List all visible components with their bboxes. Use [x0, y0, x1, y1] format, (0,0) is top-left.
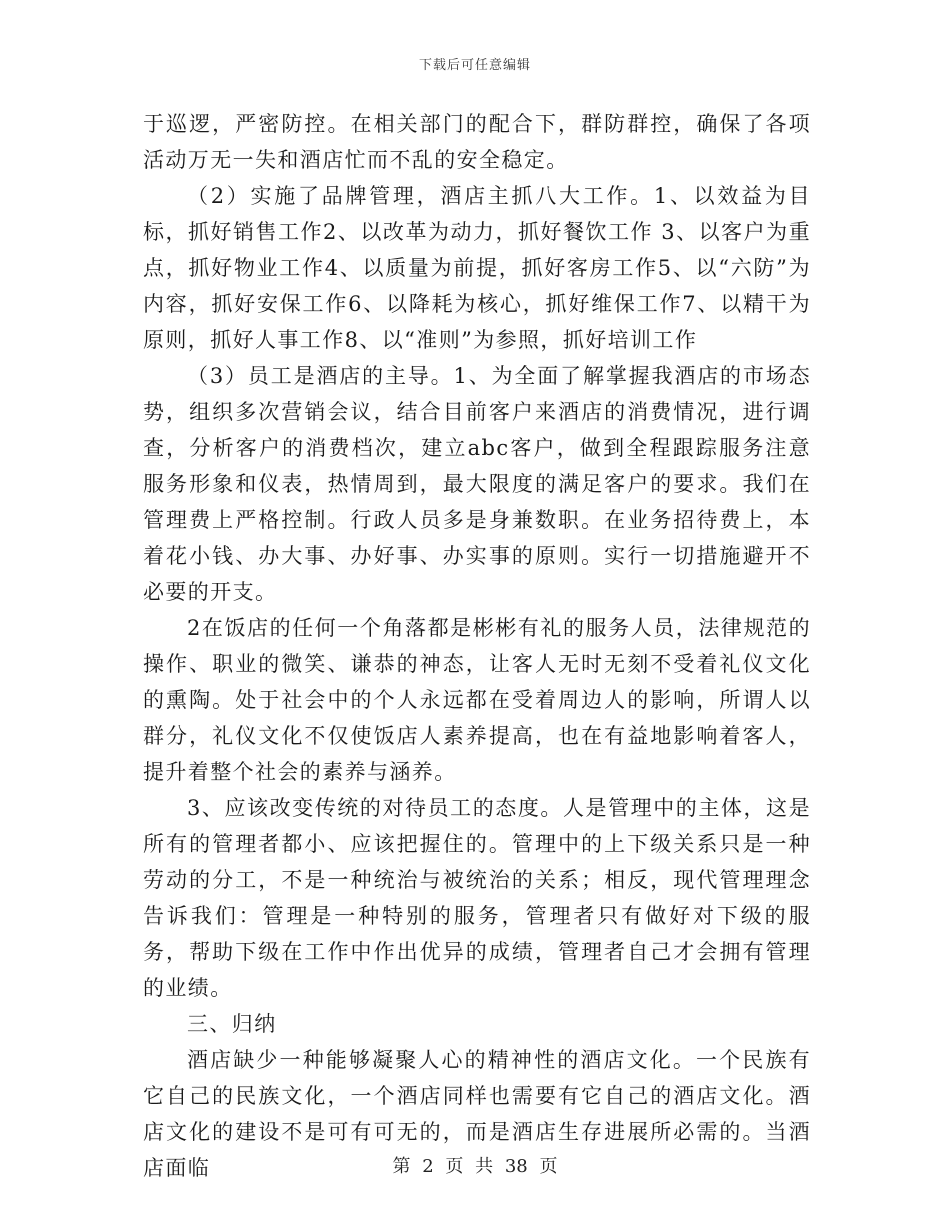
page-header-note: 下载后可任意编辑 — [418, 58, 531, 73]
document-body — [143, 106, 811, 1186]
paragraph-1: 于巡逻，严密防控。在相关部门的配合下，群防群控，确保了各项活动万无一失和酒店忙而不乱的安全稳定。 — [143, 112, 811, 172]
section-heading-summary: 三、归纳 — [187, 1012, 277, 1036]
page-number-footer: 第 2 页 共 38 页 — [392, 1156, 558, 1177]
paragraph-5: 3、应该改变传统的对待员工的态度。人是管理中的主体，这是所有的管理者都小、应该把握住的。管理中的上下级关系只是一种劳动的分工，不是一种统治与被统治的关系；相反，现代管理理念告诉我们：管理是一种特别的服务，管理者只有做好对下级的服务，帮助下级在工作中作出优异的成绩，管理者自己才会拥有管理的业绩。 — [143, 796, 811, 1000]
paragraph-4: 2在饭店的任何一个角落都是彬彬有礼的服务人员，法律规范的操作、职业的微笑、谦恭的神态，让客人无时无刻不受着礼仪文化的熏陶。处于社会中的个人永远都在受着周边人的影响，所谓人以群分，礼仪文化不仅使饭店人素养提高，也在有益地影响着客人，提升着整个社会的素养与涵养。 — [143, 616, 811, 784]
paragraph-2: （2）实施了品牌管理，酒店主抓八大工作。1、以效益为目标，抓好销售工作2、以改革为动力，抓好餐饮工作 3、以客户为重点，抓好物业工作4、以质量为前提，抓好客房工作5、以“六防”为内容，抓好安保工作6、以降耗为核心，抓好维保工作7、以精干为原则，抓好人事工作8、以“准则”为参照，抓好培训工作 — [143, 184, 811, 352]
paragraph-6: 酒店缺少一种能够凝聚人心的精神性的酒店文化。一个民族有它自己的民族文化，一个酒店同样也需要有它自己的酒店文化。酒店文化的建设不是可有可无的，而是酒店生存进展所必需的。当酒店面临 — [143, 1048, 811, 1180]
paragraph-3: （3）员工是酒店的主导。1、为全面了解掌握我酒店的市场态势，组织多次营销会议，结合目前客户来酒店的消费情况，进行调查，分析客户的消费档次，建立abc客户，做到全程跟踪服务注意服务形象和仪表，热情周到，最大限度的满足客户的要求。我们在管理费上严格控制。行政人员多是身兼数职。在业务招待费上，本着花小钱、办大事、办好事、办实事的原则。实行一切措施避开不必要的开支。 — [143, 364, 811, 604]
